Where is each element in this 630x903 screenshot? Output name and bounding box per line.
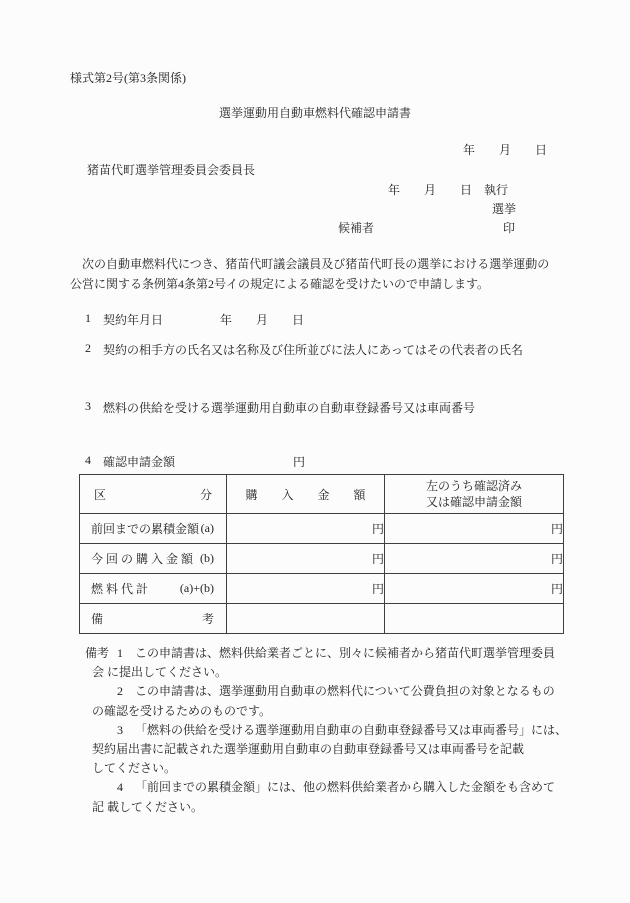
page-title: 選挙運動用自動車燃料代確認申請書 <box>218 106 411 120</box>
note-line <box>85 644 575 663</box>
item-yen-unit: 円 <box>293 455 306 469</box>
note-number: 1 <box>117 646 123 660</box>
item-label: 契約の相手方の氏名又は名称及び住所並びに法人にあってはその代表者の氏名 <box>103 343 523 357</box>
note-line <box>85 682 575 701</box>
remarks-label-cell <box>80 604 227 634</box>
note-line: 会 に提出してください。 <box>92 665 228 680</box>
row-label: 燃 料 代 計 <box>91 582 149 596</box>
row-label-cell <box>80 574 227 604</box>
note-number: 4 <box>117 780 123 795</box>
item-number: 2 <box>85 341 91 355</box>
note-text: 「燃料の供給を受ける選挙運動用自動車の自動車登録番号又は車両番号」には、 <box>135 722 568 737</box>
header-purchase-cell: 購 入 金 額 <box>227 475 385 514</box>
confirmed-amount-cell: 円 <box>385 514 564 544</box>
remarks-label-right: 考 <box>201 612 214 626</box>
item-number: 4 <box>85 453 91 467</box>
footnotes-label: 備考 <box>85 646 110 660</box>
note-line: 契約届出書に記載された選挙運動用自動車の自動車登録番号又は車両番号を記載 <box>92 742 525 757</box>
row-marker: (a)+(b) <box>179 581 214 595</box>
footnotes <box>85 644 575 817</box>
note-text: この申請書は、選挙運動用自動車の燃料代について公費負担の対象となるもの <box>135 684 555 699</box>
row-marker: (a) <box>200 521 214 535</box>
seal-mark: 印 <box>503 221 516 235</box>
note-line: の確認を受けるためのものです。 <box>92 703 272 718</box>
header-confirmed-line2: 又は確認申請金額 <box>425 495 522 509</box>
note-line <box>85 778 575 797</box>
header-confirmed-line1: 左のうち確認済み <box>425 479 522 493</box>
candidate-label: 候補者 <box>338 221 375 235</box>
note-line: 記 載してください。 <box>92 799 204 814</box>
item-label: 燃料の供給を受ける選挙運動用自動車の自動車登録番号又は車両番号 <box>103 401 476 415</box>
purchase-amount-cell: 円 <box>227 574 385 604</box>
remarks-label-left: 備 <box>91 612 104 626</box>
purchase-amount-cell: 円 <box>227 514 385 544</box>
row-label-cell <box>80 544 227 574</box>
table-row-fuel-total <box>80 574 564 604</box>
remarks-blank-cell <box>385 604 564 634</box>
remarks-blank-cell <box>227 604 385 634</box>
note-text: この申請書は、燃料供給業者ごとに、別々に候補者から猪苗代町選挙管理委員 <box>135 646 556 660</box>
row-marker: (b) <box>200 551 214 565</box>
paragraph-line: 公営に関する条例第4条第2号イの規定による確認を受けたいので申請します。 <box>70 277 490 291</box>
election-date-line: 年 月 日 執行 <box>388 183 509 197</box>
table-row-current-purchase <box>80 544 564 574</box>
row-label: 前回までの累積金額 <box>91 522 200 536</box>
row-label-cell <box>80 514 227 544</box>
item-date-blank: 年 月 日 <box>220 313 305 327</box>
purchase-amount-cell: 円 <box>227 544 385 574</box>
note-line: してください。 <box>92 761 177 776</box>
note-number: 3 <box>117 722 123 737</box>
addressee: 猪苗代町選挙管理委員会委員長 <box>87 163 256 177</box>
table-row-remarks <box>80 604 564 634</box>
election-label: 選挙 <box>492 202 517 216</box>
confirmed-amount-cell: 円 <box>385 544 564 574</box>
note-text: 「前回までの累積金額」には、他の燃料供給業者から購入した金額をも含めて <box>135 780 556 795</box>
header-category-cell <box>80 475 227 514</box>
header-category-left: 区 <box>94 487 107 502</box>
table-header-row <box>80 475 564 514</box>
table-row-previous-total <box>80 514 564 544</box>
body-paragraph <box>70 254 549 294</box>
header-confirmed-cell <box>385 475 564 514</box>
item-label: 確認申請金額 <box>103 455 176 469</box>
header-category-right: 分 <box>199 487 212 502</box>
application-date-blank: 年 月 日 <box>463 143 548 157</box>
paragraph-line: 次の自動車燃料代につき、猪苗代町議会議員及び猪苗代町長の選挙における選挙運動の <box>70 257 550 271</box>
form-number: 様式第2号(第3条関係) <box>70 71 186 85</box>
note-number: 2 <box>117 684 123 699</box>
item-number: 3 <box>85 399 91 413</box>
note-line <box>85 721 575 740</box>
amount-table <box>79 474 564 634</box>
item-label: 契約年月日 <box>103 313 164 327</box>
row-label: 今 回 の 購 入 金 額 <box>91 552 194 566</box>
item-number: 1 <box>85 311 91 325</box>
confirmed-amount-cell: 円 <box>385 574 564 604</box>
